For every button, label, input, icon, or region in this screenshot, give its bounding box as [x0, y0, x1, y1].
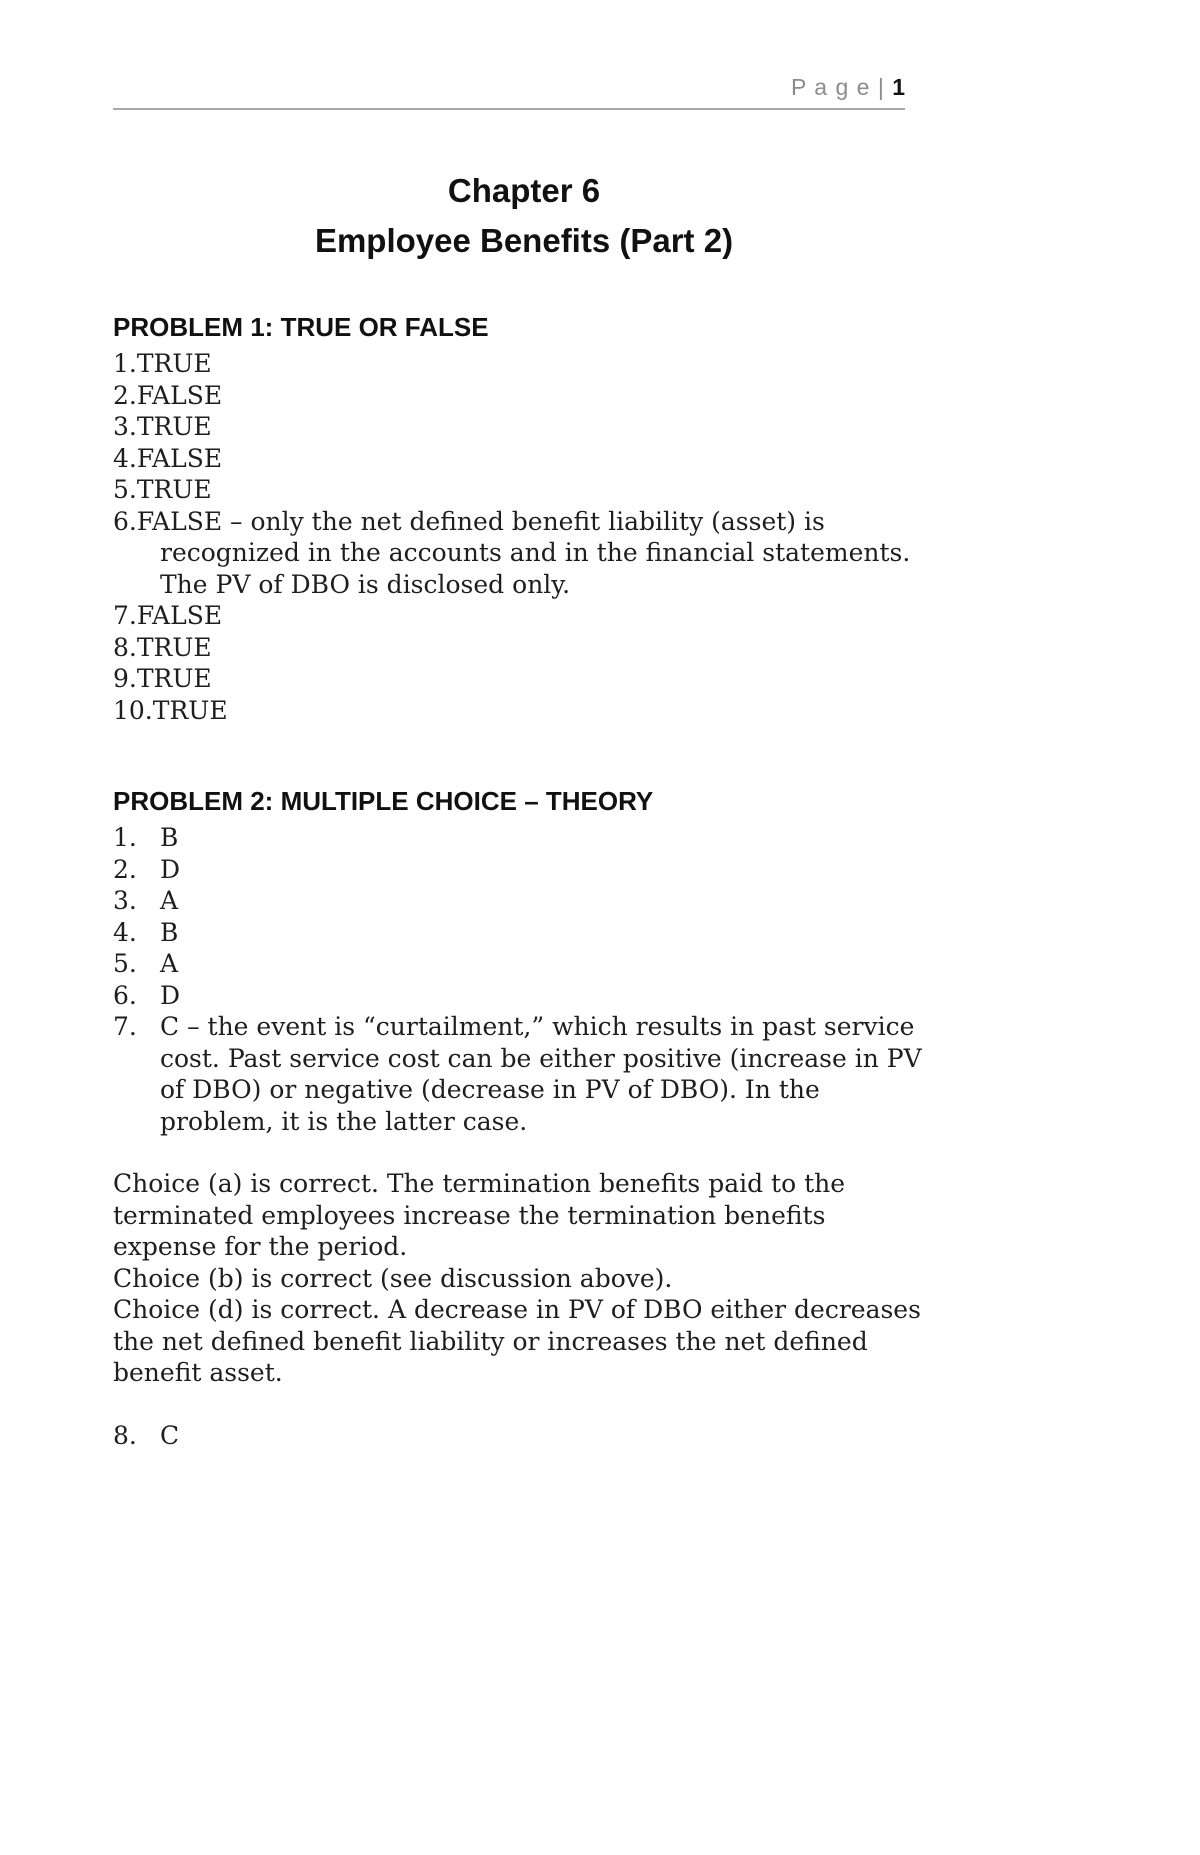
item-text: FALSE – only the net defined benefit liability (asset) is recognized in the accounts and in the financial statements. The PV of DBO is disclosed only.	[136, 506, 911, 599]
item-text: D	[160, 854, 181, 884]
item-number: 2.	[113, 380, 137, 410]
chapter-title	[113, 166, 935, 266]
list-item	[113, 663, 935, 695]
list-item	[113, 854, 935, 886]
item-number: 3.	[113, 886, 137, 915]
item-text: FALSE	[136, 380, 223, 410]
item-number: 6.	[113, 980, 137, 1010]
list-item	[113, 632, 935, 664]
page-content	[113, 0, 935, 1451]
list-item	[113, 506, 935, 601]
list-item	[113, 917, 935, 949]
item-text: FALSE	[136, 443, 223, 473]
item-number: 8.	[113, 1420, 137, 1450]
item-text: C – the event is “curtailment,” which results in past service cost. Past service cost can be either positive (increase in PV of DBO) or negative (decrease in PV of DBO). In the problem, it is the latter case.	[160, 1012, 922, 1136]
item-text: TRUE	[136, 475, 212, 504]
item-number: 5.	[113, 475, 137, 504]
list-item	[113, 348, 935, 380]
paragraph: Choice (b) is correct (see discussion above).	[113, 1263, 673, 1293]
list-item	[113, 980, 935, 1012]
page-number: 1	[892, 74, 905, 100]
item-number: 7.	[113, 1012, 137, 1041]
item-number: 10.	[113, 695, 153, 725]
item-number: 9.	[113, 664, 137, 693]
item-number: 4.	[113, 917, 137, 947]
item-text: A	[160, 886, 179, 915]
item-text: FALSE	[136, 601, 223, 630]
list-item	[113, 695, 935, 727]
paragraph: Choice (a) is correct. The termination benefits paid to the terminated employees increase the termination benefits expense for the period.	[113, 1169, 846, 1261]
item-number: 3.	[113, 412, 137, 441]
list-item	[113, 474, 935, 506]
item-text: D	[160, 980, 181, 1010]
list-item	[113, 948, 935, 980]
list-item	[113, 411, 935, 443]
list-item	[113, 1011, 935, 1137]
discussion-paragraphs	[113, 1168, 935, 1389]
item-number: 2.	[113, 854, 137, 884]
page-header	[113, 74, 905, 110]
list-item	[113, 822, 935, 854]
paragraph: Choice (d) is correct. A decrease in PV of DBO either decreases the net defined benefit liability or increases the net defined benefit asset.	[113, 1295, 921, 1387]
item-number: 8.	[113, 632, 137, 662]
list-item	[113, 1420, 935, 1452]
item-text: C	[160, 1420, 180, 1450]
item-number: 1.	[113, 823, 137, 852]
problem2-heading: PROBLEM 2: MULTIPLE CHOICE – THEORY	[113, 786, 654, 816]
item-text: TRUE	[136, 632, 212, 662]
problem1-heading: PROBLEM 1: TRUE OR FALSE	[113, 312, 489, 342]
list-item	[113, 885, 935, 917]
problem2-list	[113, 822, 935, 1137]
item-number: 4.	[113, 443, 137, 473]
chapter-title-line2: Employee Benefits (Part 2)	[314, 222, 734, 259]
item-text: TRUE	[136, 664, 212, 693]
item-text: B	[160, 917, 179, 947]
item-text: TRUE	[136, 349, 212, 378]
item-text: B	[160, 823, 179, 852]
item-number: 5.	[113, 949, 137, 978]
list-item	[113, 380, 935, 412]
list-item	[113, 600, 935, 632]
problem1-list	[113, 348, 935, 726]
item-text: A	[160, 949, 179, 978]
item-number: 1.	[113, 349, 137, 378]
item-number: 7.	[113, 601, 137, 630]
page-label: P a g e |	[790, 74, 885, 100]
list-item	[113, 443, 935, 475]
item-number: 6.	[113, 506, 137, 536]
item-text: TRUE	[152, 695, 228, 725]
item-text: TRUE	[136, 412, 212, 441]
chapter-title-line1: Chapter 6	[447, 172, 601, 209]
